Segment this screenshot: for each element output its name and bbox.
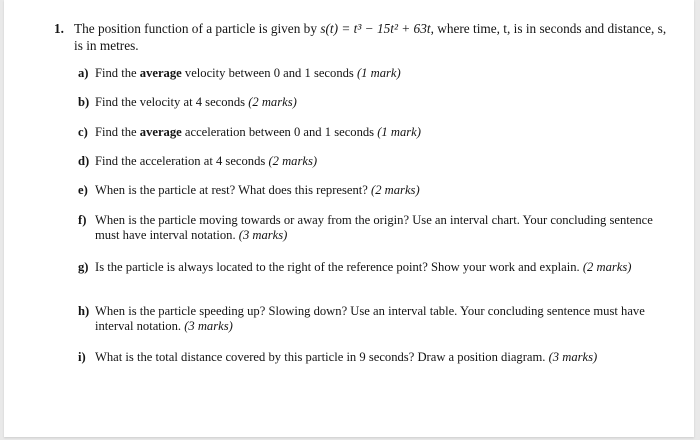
part-text: [95, 154, 655, 169]
part-text-pre: Find the acceleration at 4 seconds: [95, 154, 269, 168]
intro-after: , where time, t, is in seconds and distance, s, is in metres.: [74, 21, 667, 53]
part-text-pre: Find the: [95, 66, 140, 80]
part-label: g): [78, 260, 89, 274]
document-page: [4, 0, 694, 437]
part-text-pre: Find the velocity at 4 seconds: [95, 95, 249, 109]
part-text-pre: When is the particle at rest? What does this represent?: [95, 183, 372, 197]
question-intro: [74, 20, 674, 54]
part-text-post: velocity between 0 and 1 seconds: [181, 66, 357, 80]
part-marks: (2 marks): [582, 260, 632, 274]
part-marks: (1 mark): [377, 125, 421, 139]
part-label: d): [78, 154, 90, 168]
part-text-bold: average: [139, 125, 182, 139]
part-text-bold: average: [139, 66, 182, 80]
part-marks: (2 marks): [248, 95, 297, 109]
part-marks: (3 marks): [238, 228, 288, 242]
intro-before: The position function of a particle is given by: [74, 21, 321, 36]
part-marks: (2 marks): [371, 183, 420, 197]
part-marks: (1 mark): [356, 66, 401, 80]
part-label: c): [78, 125, 88, 139]
part-label: e): [78, 183, 88, 197]
part-text: [95, 95, 655, 110]
position-function: s(t) = t³ − 15t² + 63t: [320, 21, 431, 36]
part-text-pre: Find the: [95, 125, 140, 139]
part-text: [95, 66, 655, 81]
part-label: f): [78, 213, 87, 227]
part-text-pre: When is the particle moving towards or away from the origin? Use an interval chart. Your concluding sentence must have interval notation.: [95, 213, 653, 242]
part-text-pre: What is the total distance covered by this particle in 9 seconds? Draw a position diagram.: [95, 350, 549, 364]
part-label: h): [78, 304, 90, 318]
part-text: [95, 213, 655, 243]
part-text: [95, 260, 655, 275]
part-text-post: acceleration between 0 and 1 seconds: [181, 125, 378, 139]
part-label: i): [78, 350, 86, 364]
part-marks: (3 marks): [184, 319, 233, 333]
part-text: [95, 304, 655, 334]
part-marks: (3 marks): [548, 350, 598, 364]
part-text: [95, 183, 655, 198]
part-text: [95, 125, 655, 140]
part-marks: (2 marks): [268, 154, 318, 168]
question-number: 1.: [54, 21, 64, 36]
part-text: [95, 350, 655, 365]
part-text-pre: When is the particle speeding up? Slowing down? Use an interval table. Your concluding sentence must have interval notation.: [95, 304, 645, 333]
part-text-pre: Is the particle is always located to the right of the reference point? Show your work and explain.: [95, 260, 583, 274]
part-label: b): [78, 95, 90, 109]
part-label: a): [78, 66, 89, 80]
